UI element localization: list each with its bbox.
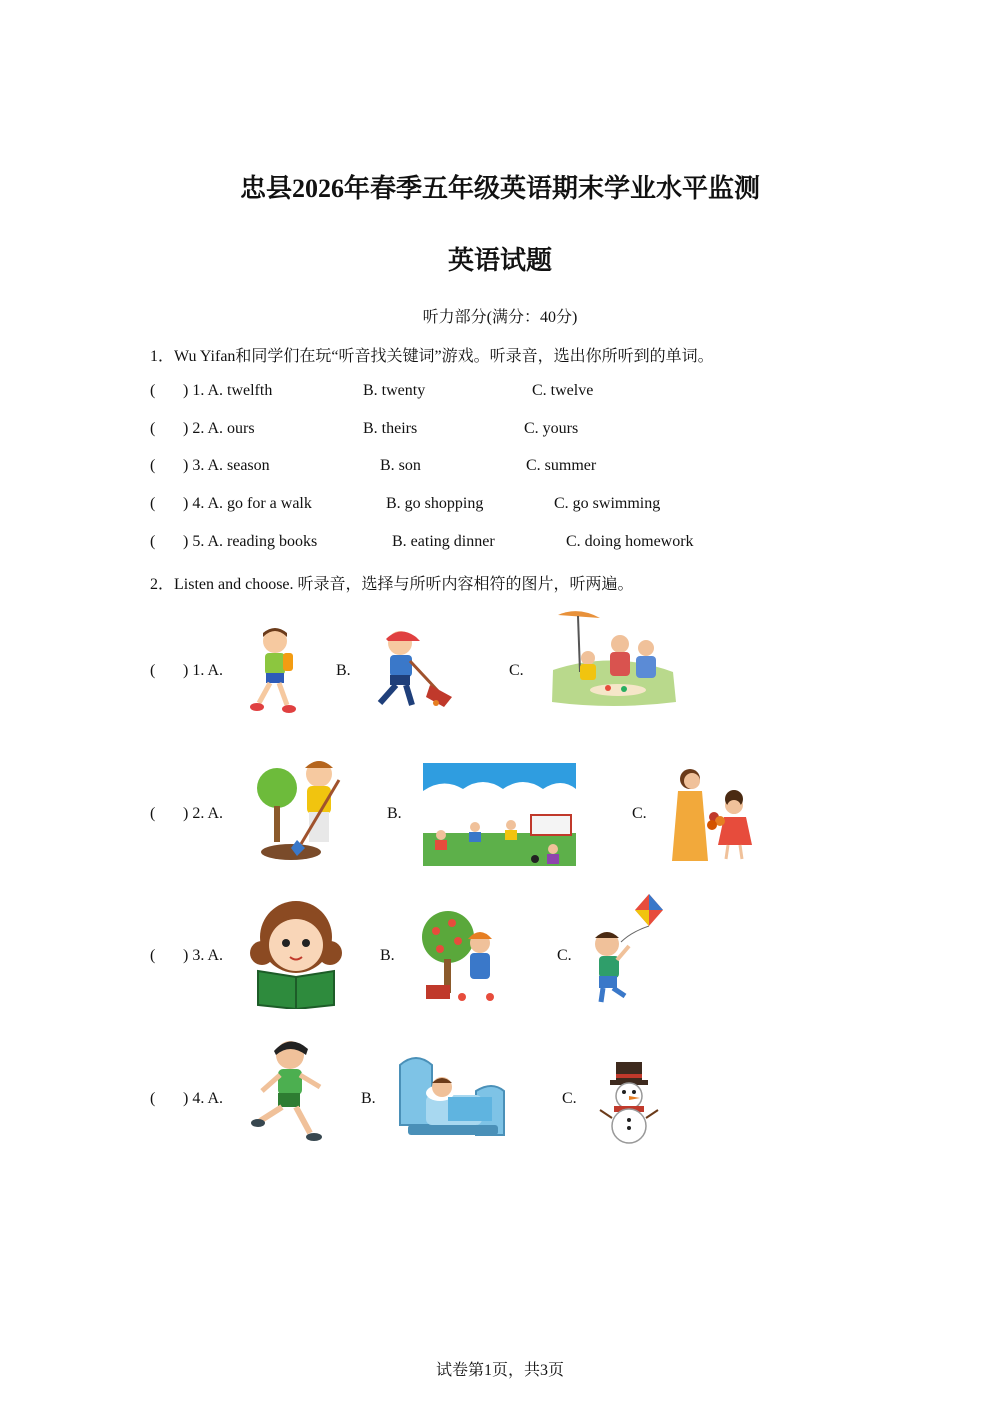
- girl-giving-flowers-icon: [668, 765, 758, 865]
- q1-item-5-b: B. eating dinner: [392, 533, 495, 550]
- q2-item-3-b: B.: [380, 947, 395, 964]
- q1-item-4-b: B. go shopping: [386, 495, 484, 512]
- page-footer: 试卷第1页，共3页: [435, 1362, 564, 1379]
- boy-flying-kite-icon: [591, 892, 665, 1007]
- section-heading: 听力部分(满分：40分): [422, 309, 578, 326]
- boy-running-icon: [250, 1037, 326, 1143]
- q2-item-1-b: B.: [336, 662, 351, 679]
- q1-item-5-a: ) 5. A. reading books: [183, 533, 318, 550]
- answer-paren[interactable]: (: [150, 382, 156, 399]
- q1-item-5-c: C. doing homework: [566, 533, 694, 550]
- boy-planting-tree-icon: [253, 752, 348, 864]
- q2-item-4-c: C.: [562, 1090, 577, 1107]
- boy-raking-leaves-icon: [370, 625, 455, 711]
- q1-item-1-a: ) 1. A. twelfth: [183, 382, 273, 399]
- answer-paren[interactable]: (: [150, 533, 156, 550]
- q1-item-2-b: B. theirs: [363, 420, 418, 437]
- boy-sleeping-icon: [396, 1055, 506, 1143]
- page-title: 忠县2026年春季五年级英语期末学业水平监测: [239, 174, 760, 203]
- q1-item-1-c: C. twelve: [532, 382, 594, 399]
- q1-item-1-b: B. twenty: [363, 382, 426, 399]
- q2-item-2-c: C.: [632, 805, 647, 822]
- q2-item-1-c: C.: [509, 662, 524, 679]
- answer-paren[interactable]: (: [150, 805, 156, 822]
- q2-instruction: 2．Listen and choose. 听录音，选择与所听内容相符的图片，听两遍。: [150, 576, 634, 593]
- q1-item-2-a: ) 2. A. ours: [183, 420, 255, 437]
- answer-paren[interactable]: (: [150, 662, 156, 679]
- girl-reading-book-icon: [248, 897, 344, 1009]
- answer-paren[interactable]: (: [150, 947, 156, 964]
- answer-paren[interactable]: (: [150, 1090, 156, 1107]
- answer-paren[interactable]: (: [150, 495, 156, 512]
- answer-paren[interactable]: (: [150, 457, 156, 474]
- q1-item-2-c: C. yours: [524, 420, 579, 437]
- q1-item-4-a: ) 4. A. go for a walk: [183, 495, 312, 512]
- boy-walking-icon: [245, 625, 301, 713]
- q2-item-4-a: ) 4. A.: [183, 1090, 223, 1107]
- q1-instruction: 1．Wu Yifan和同学们在玩“听音找关键词”游戏。听录音，选出你所听到的单词。: [150, 348, 714, 365]
- q2-item-2-a: ) 2. A.: [183, 805, 223, 822]
- girl-picking-apples-icon: [418, 907, 500, 1005]
- q2-item-1-a: ) 1. A.: [183, 662, 223, 679]
- q2-item-4-b: B.: [361, 1090, 376, 1107]
- kids-playing-sports-icon: [423, 763, 576, 866]
- family-picnic-icon: [548, 610, 678, 708]
- answer-paren[interactable]: (: [150, 420, 156, 437]
- q1-item-4-c: C. go swimming: [554, 495, 661, 512]
- q2-item-3-c: C.: [557, 947, 572, 964]
- q1-item-3-c: C. summer: [526, 457, 597, 474]
- page-subtitle: 英语试题: [447, 246, 552, 275]
- q2-item-3-a: ) 3. A.: [183, 947, 223, 964]
- q1-item-3-a: ) 3. A. season: [183, 457, 270, 474]
- q1-item-3-b: B. son: [380, 457, 421, 474]
- q2-item-2-b: B.: [387, 805, 402, 822]
- snowman-icon: [598, 1060, 660, 1144]
